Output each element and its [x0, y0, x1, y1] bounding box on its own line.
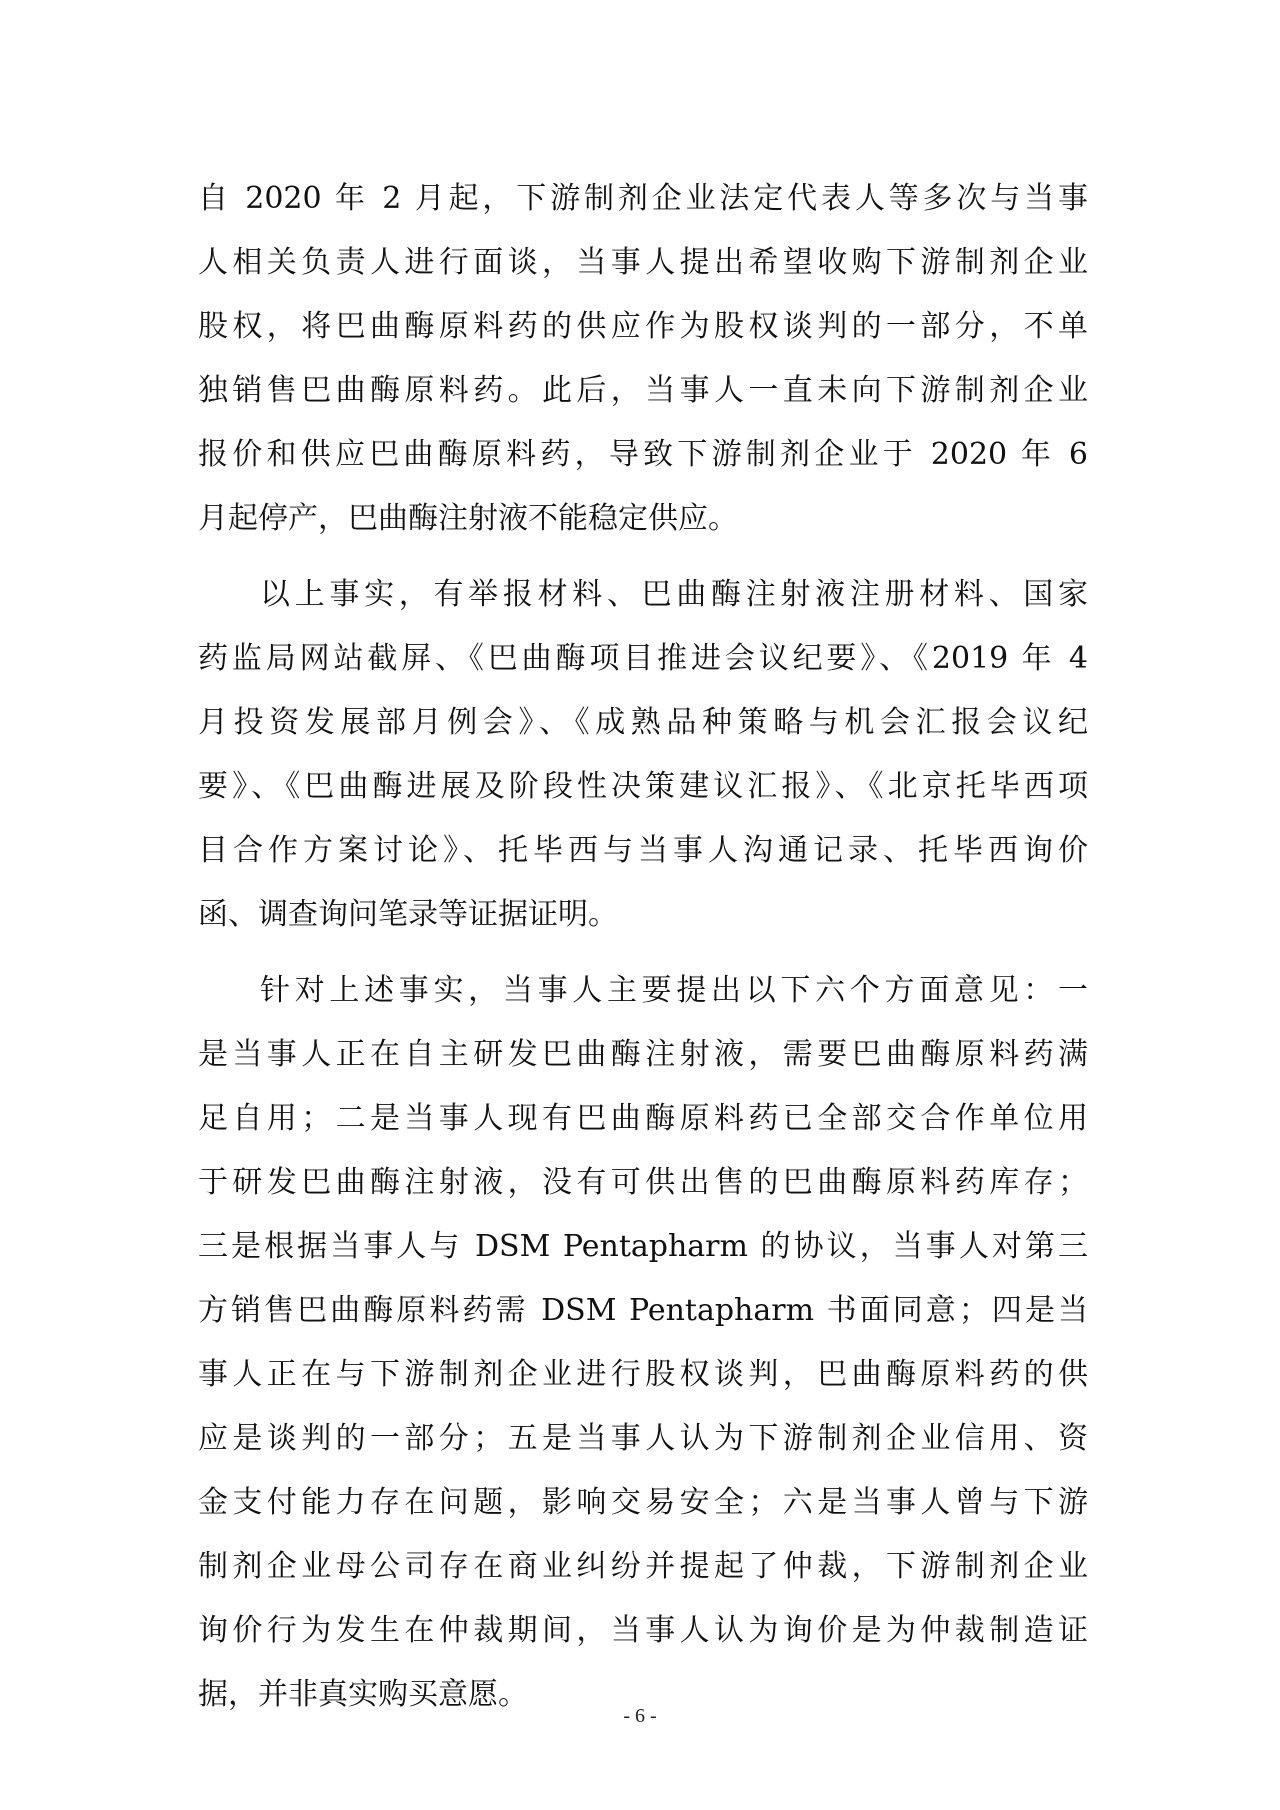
text-line: 要》、《巴曲酶进展及阶段性决策建议汇报》、《北京托毕西项: [198, 769, 1088, 804]
text-line: 制剂企业母公司存在商业纠纷并提起了仲裁，下游制剂企业: [198, 1549, 1088, 1584]
text-line: 报价和供应巴曲酶原料药，导致下游制剂企业于 2020 年 6: [198, 437, 1088, 472]
text-line: 询价行为发生在仲裁期间，当事人认为询价是为仲裁制造证: [198, 1613, 1088, 1648]
text-line: 目合作方案讨论》、托毕西与当事人沟通记录、托毕西询价: [198, 833, 1088, 868]
paragraph-1: [198, 167, 1088, 551]
text-line: 股权，将巴曲酶原料药的供应作为股权谈判的一部分，不单: [198, 309, 1088, 344]
text-line: 据，并非真实购买意愿。: [198, 1677, 528, 1712]
text-line: 函、调查询问笔录等证据证明。: [198, 897, 618, 932]
text-line: 三是根据当事人与 DSM Pentapharm 的协议，当事人对第三: [198, 1229, 1088, 1264]
text-line: 金支付能力存在问题，影响交易安全；六是当事人曾与下游: [198, 1485, 1088, 1520]
text-line: 药监局网站截屏、《巴曲酶项目推进会议纪要》、《2019 年 4: [198, 641, 1088, 676]
text-line: 针对上述事实，当事人主要提出以下六个方面意见：一: [260, 973, 1088, 1008]
text-line: 人相关负责人进行面谈，当事人提出希望收购下游制剂企业: [198, 245, 1088, 280]
text-line: 月投资发展部月例会》、《成熟品种策略与机会汇报会议纪: [198, 705, 1088, 740]
text-line: 事人正在与下游制剂企业进行股权谈判，巴曲酶原料药的供: [198, 1357, 1088, 1392]
text-line: 于研发巴曲酶注射液，没有可供出售的巴曲酶原料药库存；: [198, 1165, 1088, 1200]
paragraph-3: [198, 959, 1088, 1727]
text-line: 以上事实，有举报材料、巴曲酶注射液注册材料、国家: [260, 577, 1088, 612]
text-line: 方销售巴曲酶原料药需 DSM Pentapharm 书面同意；四是当: [198, 1293, 1088, 1328]
paragraph-2: [198, 563, 1088, 947]
page-number: - 6 -: [623, 1705, 657, 1727]
document-body: [198, 167, 1088, 1727]
text-line: 独销售巴曲酶原料药。此后，当事人一直未向下游制剂企业: [198, 373, 1088, 408]
text-line: 足自用；二是当事人现有巴曲酶原料药已全部交合作单位用: [198, 1101, 1088, 1136]
text-line: 是当事人正在自主研发巴曲酶注射液，需要巴曲酶原料药满: [198, 1037, 1088, 1072]
text-line: 应是谈判的一部分；五是当事人认为下游制剂企业信用、资: [198, 1421, 1088, 1456]
text-line: 月起停产，巴曲酶注射液不能稳定供应。: [198, 501, 738, 536]
text-line: 自 2020 年 2 月起，下游制剂企业法定代表人等多次与当事: [198, 181, 1088, 216]
